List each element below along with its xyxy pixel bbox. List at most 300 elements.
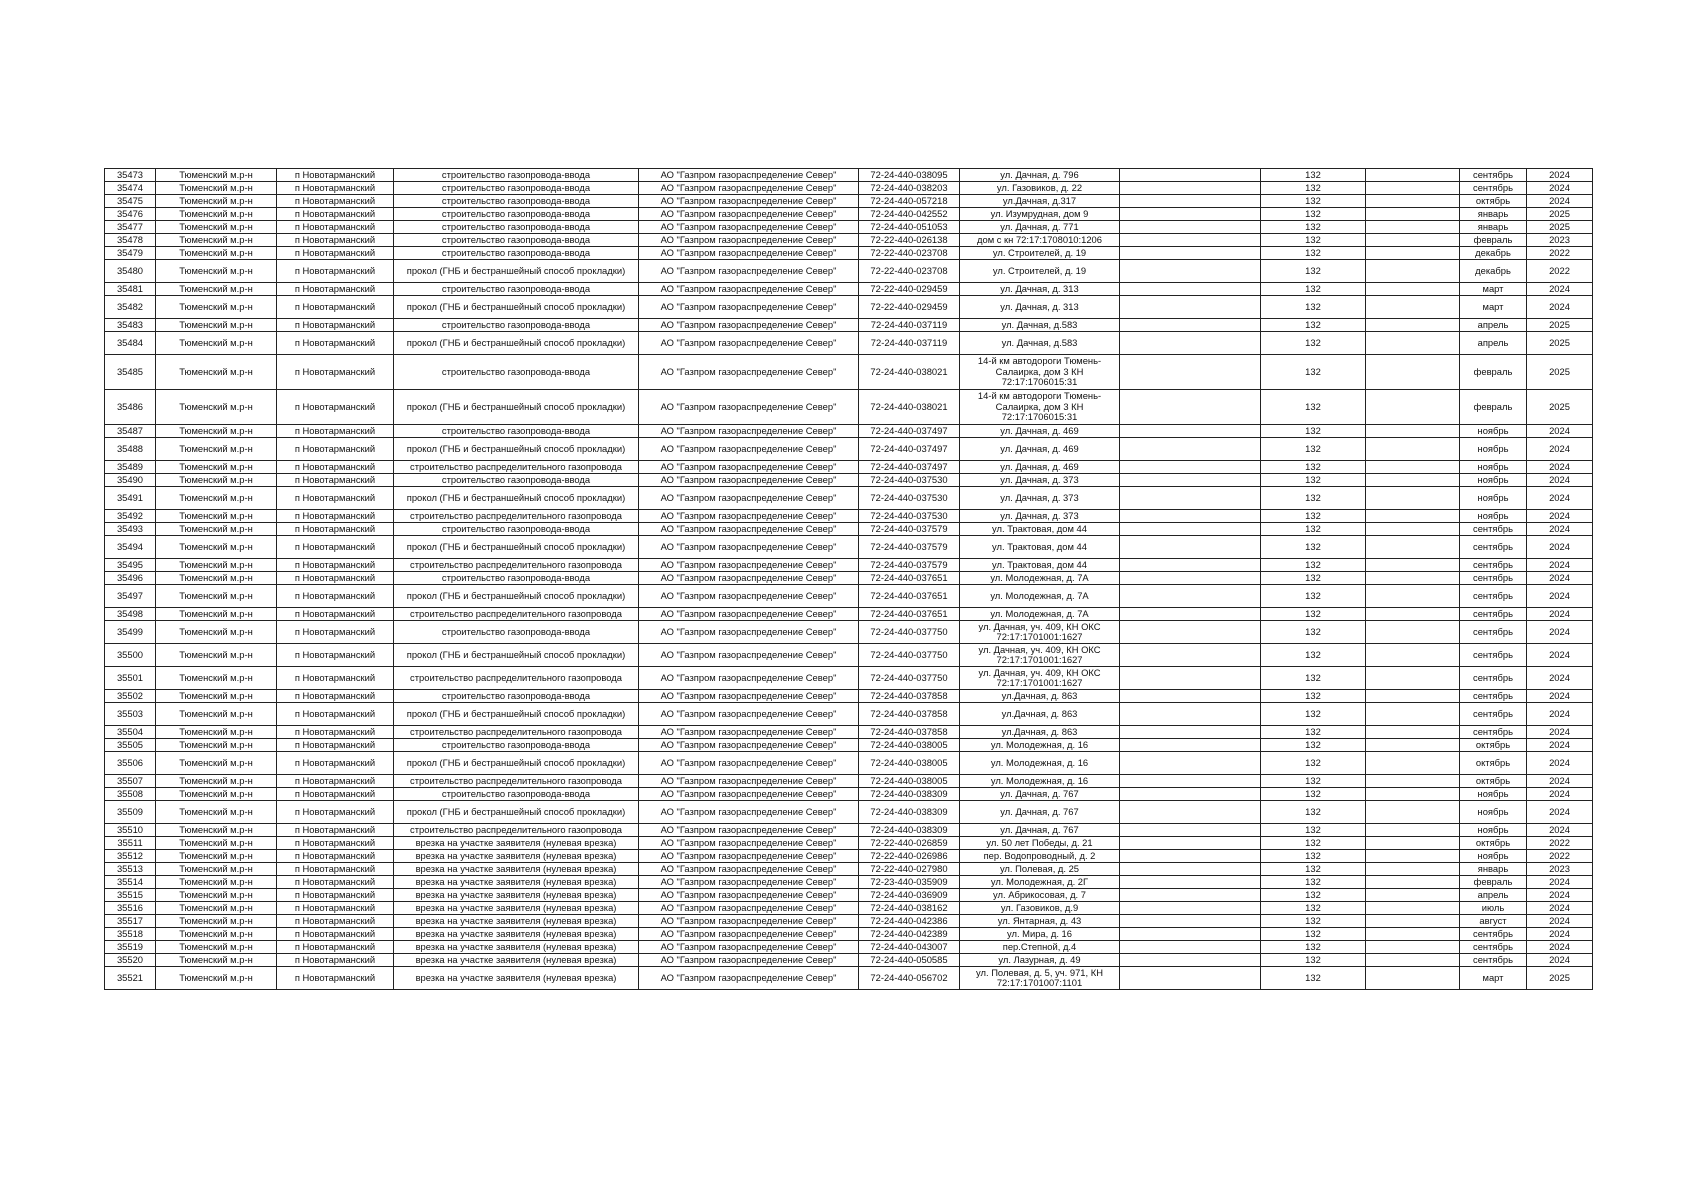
cell-organization: АО "Газпром газораспределение Север" [639, 296, 859, 319]
cell-month: январь [1460, 221, 1527, 234]
cell-organization: АО "Газпром газораспределение Север" [639, 876, 859, 889]
cell-settlement: п Новотарманский [277, 234, 394, 247]
cell-address: ул. Дачная, уч. 409, КН ОКС 72:17:1701001:1627 [960, 644, 1120, 667]
cell-work-type: прокол (ГНБ и бестраншейный способ прокладки) [394, 703, 639, 726]
cell-empty [1120, 461, 1261, 474]
cell-month: март [1460, 967, 1527, 990]
cell-value: 132 [1261, 195, 1366, 208]
cell-district: Тюменский м.р-н [156, 559, 277, 572]
cell-empty [1120, 801, 1261, 824]
table-row [105, 355, 1593, 390]
cell-organization: АО "Газпром газораспределение Север" [639, 247, 859, 260]
cell-empty [1366, 954, 1460, 967]
cell-empty [1366, 752, 1460, 775]
cell-district: Тюменский м.р-н [156, 182, 277, 195]
cell-month: июль [1460, 902, 1527, 915]
cell-district: Тюменский м.р-н [156, 319, 277, 332]
cell-month: сентябрь [1460, 559, 1527, 572]
cell-organization: АО "Газпром газораспределение Север" [639, 234, 859, 247]
cell-month: сентябрь [1460, 703, 1527, 726]
cell-address: ул. Дачная, д. 313 [960, 296, 1120, 319]
cell-empty [1366, 234, 1460, 247]
cell-application-number: 72-24-440-037651 [859, 585, 960, 608]
cell-year: 2024 [1527, 690, 1593, 703]
cell-address: ул. Дачная, д. 313 [960, 283, 1120, 296]
cell-empty [1120, 941, 1261, 954]
cell-year: 2024 [1527, 824, 1593, 837]
cell-value: 132 [1261, 739, 1366, 752]
cell-month: сентябрь [1460, 644, 1527, 667]
cell-address: ул. 50 лет Победы, д. 21 [960, 837, 1120, 850]
table-row [105, 390, 1593, 425]
cell-empty [1120, 510, 1261, 523]
cell-month: ноябрь [1460, 788, 1527, 801]
table-row [105, 902, 1593, 915]
table-row [105, 283, 1593, 296]
cell-settlement: п Новотарманский [277, 559, 394, 572]
cell-year: 2024 [1527, 461, 1593, 474]
cell-work-type: строительство распределительного газопровода [394, 667, 639, 690]
cell-address: ул. Дачная, д. 767 [960, 788, 1120, 801]
cell-value: 132 [1261, 355, 1366, 390]
cell-id: 35488 [105, 438, 156, 461]
cell-address: ул. Дачная, уч. 409, КН ОКС 72:17:1701001:1627 [960, 621, 1120, 644]
cell-value: 132 [1261, 559, 1366, 572]
table-row [105, 461, 1593, 474]
cell-month: сентябрь [1460, 572, 1527, 585]
cell-work-type: строительство распределительного газопровода [394, 775, 639, 788]
cell-id: 35516 [105, 902, 156, 915]
cell-year: 2024 [1527, 902, 1593, 915]
cell-application-number: 72-24-440-038309 [859, 801, 960, 824]
cell-organization: АО "Газпром газораспределение Север" [639, 283, 859, 296]
cell-settlement: п Новотарманский [277, 667, 394, 690]
cell-year: 2024 [1527, 775, 1593, 788]
cell-application-number: 72-24-440-038162 [859, 902, 960, 915]
cell-value: 132 [1261, 461, 1366, 474]
cell-empty [1366, 863, 1460, 876]
table-row [105, 536, 1593, 559]
cell-district: Тюменский м.р-н [156, 801, 277, 824]
cell-district: Тюменский м.р-н [156, 572, 277, 585]
cell-district: Тюменский м.р-н [156, 928, 277, 941]
cell-settlement: п Новотарманский [277, 915, 394, 928]
cell-empty [1120, 234, 1261, 247]
cell-work-type: строительство газопровода-ввода [394, 690, 639, 703]
table-row [105, 208, 1593, 221]
cell-empty [1120, 390, 1261, 425]
cell-settlement: п Новотарманский [277, 319, 394, 332]
cell-year: 2025 [1527, 355, 1593, 390]
cell-settlement: п Новотарманский [277, 889, 394, 902]
registry-table [104, 168, 1593, 990]
cell-work-type: прокол (ГНБ и бестраншейный способ прокладки) [394, 296, 639, 319]
cell-organization: АО "Газпром газораспределение Север" [639, 667, 859, 690]
cell-address: ул. Молодежная, д. 7А [960, 608, 1120, 621]
cell-empty [1120, 837, 1261, 850]
table-row [105, 850, 1593, 863]
cell-settlement: п Новотарманский [277, 208, 394, 221]
cell-empty [1120, 915, 1261, 928]
cell-district: Тюменский м.р-н [156, 876, 277, 889]
cell-empty [1366, 621, 1460, 644]
table-row [105, 941, 1593, 954]
cell-organization: АО "Газпром газораспределение Север" [639, 169, 859, 182]
cell-empty [1366, 703, 1460, 726]
table-row [105, 234, 1593, 247]
cell-month: ноябрь [1460, 510, 1527, 523]
cell-empty [1120, 876, 1261, 889]
cell-id: 35508 [105, 788, 156, 801]
cell-empty [1366, 438, 1460, 461]
cell-address: ул. Дачная, д. 767 [960, 824, 1120, 837]
cell-empty [1120, 621, 1261, 644]
cell-settlement: п Новотарманский [277, 182, 394, 195]
cell-value: 132 [1261, 208, 1366, 221]
cell-id: 35509 [105, 801, 156, 824]
cell-empty [1366, 644, 1460, 667]
cell-address: ул. Дачная, д. 373 [960, 487, 1120, 510]
cell-settlement: п Новотарманский [277, 621, 394, 644]
cell-id: 35483 [105, 319, 156, 332]
cell-district: Тюменский м.р-н [156, 902, 277, 915]
cell-application-number: 72-24-440-042389 [859, 928, 960, 941]
cell-id: 35499 [105, 621, 156, 644]
cell-month: апрель [1460, 889, 1527, 902]
table-row [105, 572, 1593, 585]
cell-empty [1366, 915, 1460, 928]
cell-year: 2024 [1527, 915, 1593, 928]
table-row [105, 247, 1593, 260]
cell-organization: АО "Газпром газораспределение Север" [639, 536, 859, 559]
table-row [105, 425, 1593, 438]
cell-work-type: строительство распределительного газопровода [394, 559, 639, 572]
cell-month: сентябрь [1460, 182, 1527, 195]
cell-year: 2024 [1527, 928, 1593, 941]
cell-work-type: строительство газопровода-ввода [394, 572, 639, 585]
cell-id: 35519 [105, 941, 156, 954]
cell-year: 2024 [1527, 941, 1593, 954]
cell-empty [1366, 260, 1460, 283]
cell-work-type: строительство газопровода-ввода [394, 283, 639, 296]
cell-settlement: п Новотарманский [277, 928, 394, 941]
cell-id: 35515 [105, 889, 156, 902]
cell-value: 132 [1261, 182, 1366, 195]
cell-organization: АО "Газпром газораспределение Север" [639, 474, 859, 487]
cell-year: 2024 [1527, 572, 1593, 585]
cell-settlement: п Новотарманский [277, 703, 394, 726]
cell-district: Тюменский м.р-н [156, 247, 277, 260]
cell-district: Тюменский м.р-н [156, 863, 277, 876]
cell-work-type: строительство распределительного газопровода [394, 824, 639, 837]
cell-id: 35476 [105, 208, 156, 221]
cell-settlement: п Новотарманский [277, 510, 394, 523]
cell-value: 132 [1261, 667, 1366, 690]
cell-year: 2025 [1527, 967, 1593, 990]
cell-year: 2024 [1527, 195, 1593, 208]
cell-month: сентябрь [1460, 608, 1527, 621]
cell-value: 132 [1261, 221, 1366, 234]
table-row [105, 474, 1593, 487]
cell-month: ноябрь [1460, 438, 1527, 461]
cell-value: 132 [1261, 425, 1366, 438]
cell-id: 35513 [105, 863, 156, 876]
cell-organization: АО "Газпром газораспределение Север" [639, 487, 859, 510]
cell-value: 132 [1261, 752, 1366, 775]
cell-district: Тюменский м.р-н [156, 621, 277, 644]
cell-application-number: 72-22-440-023708 [859, 260, 960, 283]
cell-work-type: строительство газопровода-ввода [394, 355, 639, 390]
cell-empty [1120, 425, 1261, 438]
cell-application-number: 72-24-440-051053 [859, 221, 960, 234]
table-row [105, 195, 1593, 208]
cell-month: ноябрь [1460, 487, 1527, 510]
cell-month: ноябрь [1460, 850, 1527, 863]
cell-empty [1120, 967, 1261, 990]
table-row [105, 260, 1593, 283]
cell-organization: АО "Газпром газораспределение Север" [639, 644, 859, 667]
cell-district: Тюменский м.р-н [156, 355, 277, 390]
cell-organization: АО "Газпром газораспределение Север" [639, 863, 859, 876]
cell-district: Тюменский м.р-н [156, 739, 277, 752]
cell-address: пер.Степной, д.4 [960, 941, 1120, 954]
cell-application-number: 72-24-440-037750 [859, 667, 960, 690]
cell-settlement: п Новотарманский [277, 775, 394, 788]
cell-year: 2024 [1527, 726, 1593, 739]
cell-application-number: 72-24-440-038005 [859, 739, 960, 752]
cell-address: ул. Молодежная, д. 7А [960, 585, 1120, 608]
table-row [105, 801, 1593, 824]
cell-district: Тюменский м.р-н [156, 390, 277, 425]
cell-address: ул. Молодежная, д. 16 [960, 775, 1120, 788]
table-row [105, 644, 1593, 667]
cell-organization: АО "Газпром газораспределение Север" [639, 928, 859, 941]
table-row [105, 182, 1593, 195]
cell-work-type: строительство газопровода-ввода [394, 788, 639, 801]
cell-year: 2024 [1527, 523, 1593, 536]
cell-district: Тюменский м.р-н [156, 941, 277, 954]
cell-work-type: врезка на участке заявителя (нулевая врезка) [394, 876, 639, 889]
cell-organization: АО "Газпром газораспределение Север" [639, 824, 859, 837]
cell-value: 132 [1261, 438, 1366, 461]
cell-empty [1366, 775, 1460, 788]
cell-organization: АО "Газпром газораспределение Север" [639, 726, 859, 739]
table-row [105, 559, 1593, 572]
table-row [105, 824, 1593, 837]
cell-empty [1366, 510, 1460, 523]
cell-settlement: п Новотарманский [277, 523, 394, 536]
cell-district: Тюменский м.р-н [156, 726, 277, 739]
cell-organization: АО "Газпром газораспределение Север" [639, 221, 859, 234]
cell-application-number: 72-24-440-057218 [859, 195, 960, 208]
cell-application-number: 72-24-440-037858 [859, 726, 960, 739]
cell-work-type: строительство газопровода-ввода [394, 474, 639, 487]
table-row [105, 438, 1593, 461]
cell-month: апрель [1460, 319, 1527, 332]
table-row [105, 739, 1593, 752]
cell-year: 2024 [1527, 559, 1593, 572]
cell-settlement: п Новотарманский [277, 801, 394, 824]
cell-application-number: 72-24-440-037530 [859, 474, 960, 487]
cell-district: Тюменский м.р-н [156, 644, 277, 667]
cell-organization: АО "Газпром газораспределение Север" [639, 837, 859, 850]
cell-work-type: строительство распределительного газопровода [394, 461, 639, 474]
cell-empty [1120, 332, 1261, 355]
cell-address: ул. Дачная, д. 469 [960, 438, 1120, 461]
cell-empty [1120, 536, 1261, 559]
cell-district: Тюменский м.р-н [156, 667, 277, 690]
cell-settlement: п Новотарманский [277, 788, 394, 801]
cell-application-number: 72-22-440-029459 [859, 296, 960, 319]
cell-application-number: 72-24-440-038095 [859, 169, 960, 182]
cell-empty [1366, 523, 1460, 536]
cell-application-number: 72-24-440-037119 [859, 319, 960, 332]
cell-application-number: 72-24-440-037858 [859, 703, 960, 726]
cell-empty [1120, 667, 1261, 690]
cell-application-number: 72-24-440-038203 [859, 182, 960, 195]
cell-value: 132 [1261, 319, 1366, 332]
cell-value: 132 [1261, 837, 1366, 850]
cell-district: Тюменский м.р-н [156, 208, 277, 221]
cell-empty [1120, 752, 1261, 775]
cell-address: ул. Трактовая, дом 44 [960, 536, 1120, 559]
cell-empty [1120, 438, 1261, 461]
cell-id: 35520 [105, 954, 156, 967]
cell-empty [1366, 585, 1460, 608]
table-row [105, 510, 1593, 523]
cell-organization: АО "Газпром газораспределение Север" [639, 523, 859, 536]
cell-district: Тюменский м.р-н [156, 775, 277, 788]
cell-month: октябрь [1460, 775, 1527, 788]
cell-empty [1120, 355, 1261, 390]
cell-district: Тюменский м.р-н [156, 536, 277, 559]
cell-year: 2024 [1527, 876, 1593, 889]
cell-empty [1120, 195, 1261, 208]
cell-work-type: врезка на участке заявителя (нулевая врезка) [394, 967, 639, 990]
cell-month: апрель [1460, 332, 1527, 355]
cell-value: 132 [1261, 510, 1366, 523]
cell-district: Тюменский м.р-н [156, 703, 277, 726]
cell-district: Тюменский м.р-н [156, 608, 277, 621]
cell-address: ул. Дачная, д. 796 [960, 169, 1120, 182]
cell-id: 35473 [105, 169, 156, 182]
cell-value: 132 [1261, 296, 1366, 319]
cell-organization: АО "Газпром газораспределение Север" [639, 461, 859, 474]
cell-id: 35485 [105, 355, 156, 390]
cell-empty [1366, 390, 1460, 425]
cell-month: сентябрь [1460, 536, 1527, 559]
cell-id: 35489 [105, 461, 156, 474]
cell-settlement: п Новотарманский [277, 608, 394, 621]
cell-month: сентябрь [1460, 523, 1527, 536]
cell-organization: АО "Газпром газораспределение Север" [639, 390, 859, 425]
cell-application-number: 72-24-440-037750 [859, 621, 960, 644]
cell-id: 35505 [105, 739, 156, 752]
cell-organization: АО "Газпром газораспределение Север" [639, 195, 859, 208]
cell-settlement: п Новотарманский [277, 332, 394, 355]
cell-district: Тюменский м.р-н [156, 296, 277, 319]
cell-month: март [1460, 283, 1527, 296]
cell-settlement: п Новотарманский [277, 837, 394, 850]
cell-district: Тюменский м.р-н [156, 967, 277, 990]
cell-empty [1120, 487, 1261, 510]
cell-empty [1120, 221, 1261, 234]
cell-year: 2024 [1527, 510, 1593, 523]
cell-value: 132 [1261, 234, 1366, 247]
cell-address: ул. Молодежная, д. 16 [960, 739, 1120, 752]
cell-month: январь [1460, 863, 1527, 876]
cell-empty [1120, 585, 1261, 608]
cell-empty [1120, 775, 1261, 788]
cell-id: 35487 [105, 425, 156, 438]
cell-district: Тюменский м.р-н [156, 332, 277, 355]
cell-year: 2024 [1527, 487, 1593, 510]
cell-id: 35518 [105, 928, 156, 941]
cell-settlement: п Новотарманский [277, 572, 394, 585]
cell-settlement: п Новотарманский [277, 863, 394, 876]
cell-id: 35475 [105, 195, 156, 208]
cell-application-number: 72-24-440-037497 [859, 425, 960, 438]
cell-empty [1120, 296, 1261, 319]
cell-empty [1120, 644, 1261, 667]
cell-empty [1366, 667, 1460, 690]
cell-settlement: п Новотарманский [277, 967, 394, 990]
cell-id: 35517 [105, 915, 156, 928]
cell-value: 132 [1261, 928, 1366, 941]
cell-value: 132 [1261, 585, 1366, 608]
cell-year: 2024 [1527, 438, 1593, 461]
cell-settlement: п Новотарманский [277, 644, 394, 667]
cell-address: ул. Мира, д. 16 [960, 928, 1120, 941]
cell-empty [1366, 889, 1460, 902]
cell-organization: АО "Газпром газораспределение Север" [639, 585, 859, 608]
cell-organization: АО "Газпром газораспределение Север" [639, 941, 859, 954]
cell-address: ул. Дачная, д. 469 [960, 461, 1120, 474]
table-row [105, 889, 1593, 902]
cell-year: 2024 [1527, 801, 1593, 824]
cell-settlement: п Новотарманский [277, 536, 394, 559]
cell-year: 2023 [1527, 234, 1593, 247]
cell-empty [1120, 863, 1261, 876]
cell-month: февраль [1460, 234, 1527, 247]
cell-application-number: 72-22-440-026859 [859, 837, 960, 850]
cell-address: ул. Строителей, д. 19 [960, 260, 1120, 283]
cell-work-type: прокол (ГНБ и бестраншейный способ прокладки) [394, 390, 639, 425]
cell-district: Тюменский м.р-н [156, 954, 277, 967]
cell-settlement: п Новотарманский [277, 585, 394, 608]
cell-work-type: врезка на участке заявителя (нулевая врезка) [394, 915, 639, 928]
cell-empty [1120, 726, 1261, 739]
table-row [105, 690, 1593, 703]
cell-organization: АО "Газпром газораспределение Север" [639, 739, 859, 752]
cell-month: ноябрь [1460, 461, 1527, 474]
cell-month: февраль [1460, 355, 1527, 390]
cell-id: 35503 [105, 703, 156, 726]
cell-month: сентябрь [1460, 169, 1527, 182]
cell-empty [1120, 523, 1261, 536]
cell-work-type: строительство газопровода-ввода [394, 621, 639, 644]
cell-district: Тюменский м.р-н [156, 788, 277, 801]
cell-application-number: 72-24-440-038005 [859, 752, 960, 775]
cell-empty [1120, 247, 1261, 260]
cell-address: ул. Дачная, д. 767 [960, 801, 1120, 824]
cell-id: 35506 [105, 752, 156, 775]
cell-empty [1120, 850, 1261, 863]
cell-empty [1366, 487, 1460, 510]
cell-empty [1366, 283, 1460, 296]
cell-empty [1366, 536, 1460, 559]
cell-year: 2022 [1527, 850, 1593, 863]
